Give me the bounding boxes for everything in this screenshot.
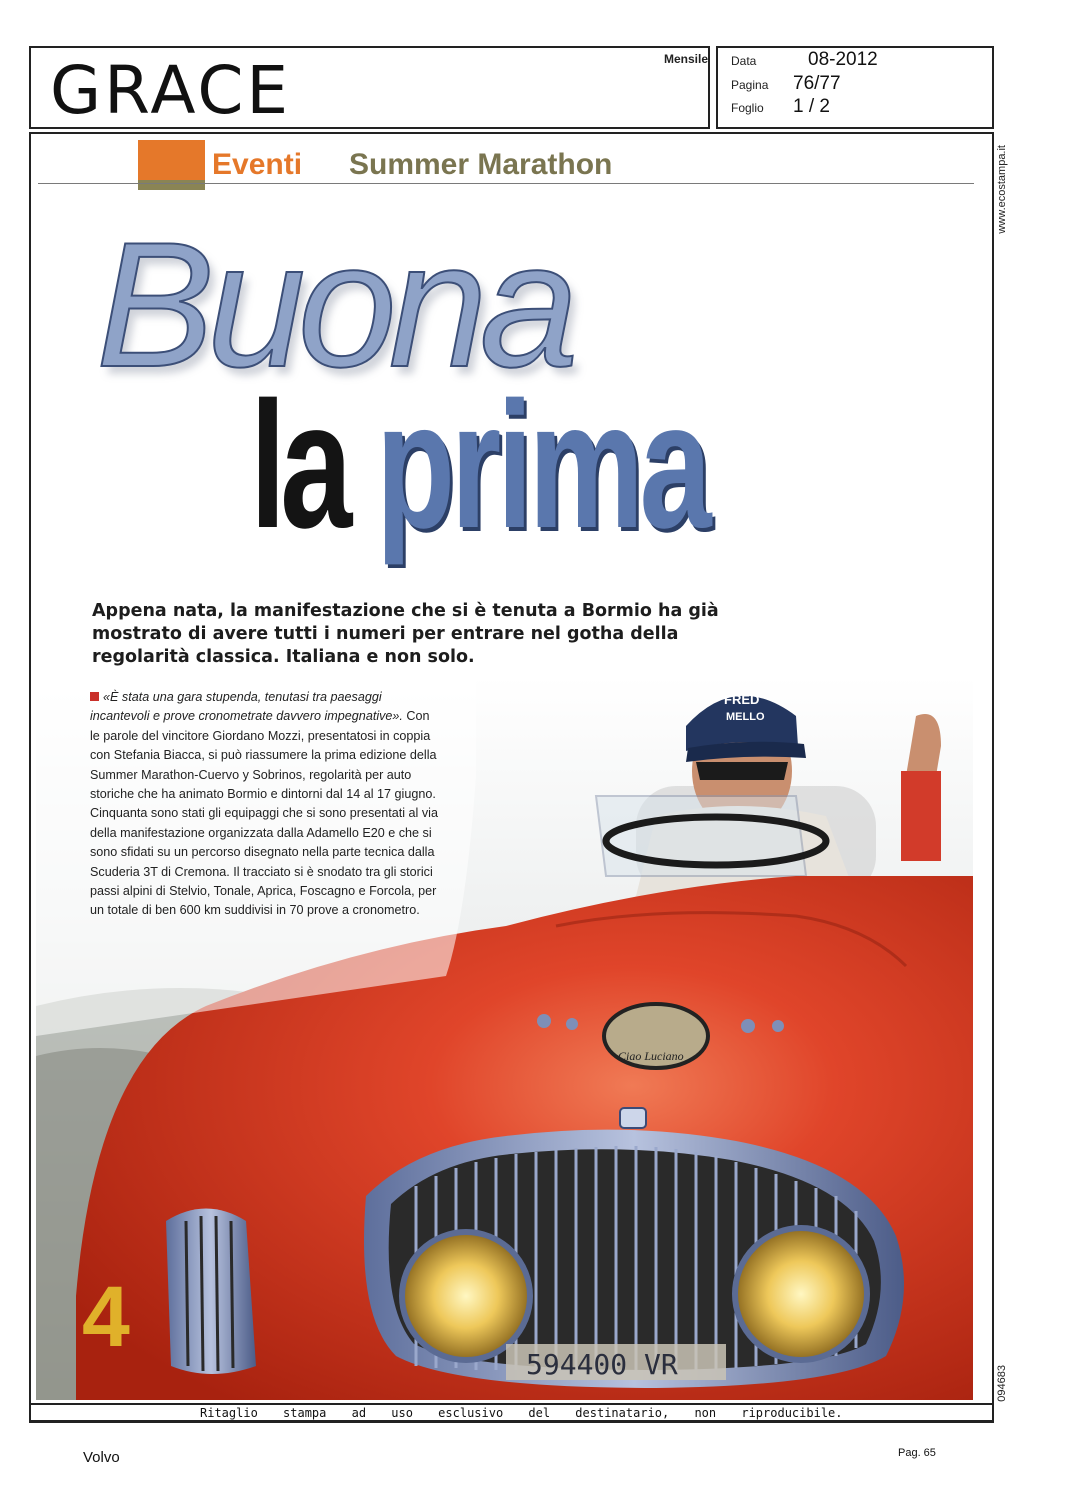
sticker-text: Ciao Luciano: [618, 1049, 684, 1063]
body-quote: «È stata una gara stupenda, tenutasi tra paesaggi incantevoli e prove cronometrate davvero impegnative».: [90, 690, 403, 724]
hood-rivet: [537, 1014, 551, 1028]
meta-page-value: 76/77: [793, 73, 841, 94]
headline-line-2-black: la: [250, 365, 347, 566]
disclaimer-text: Ritaglio stampa ad uso esclusivo del destinatario, non riproducibile.: [200, 1406, 843, 1420]
section-label-events: Eventi: [212, 148, 303, 181]
headlamp-right: [735, 1228, 867, 1360]
section-marker-band: [138, 180, 205, 190]
cap-text-1: FRED: [724, 692, 760, 707]
side-code: [996, 1365, 1016, 1410]
footer-client: Volvo: [83, 1449, 120, 1466]
body-text: Con le parole del vincitore Giordano Mozzi, presentatosi in coppia con Stefania Biacca, si può riassumere la prima edizione della Summer Marathon-Cuervo y Sobrinos, regolarità per auto storiche che ha animato Bormio e dintorni dal 14 al 17 giugno. Cinquanta sono stati gli equipaggi che si sono presentati al via della manifestazione organizzata dalla Adamello E20 e che si sono sfidati su un percorso disegnato nella parte tecnica dalla Scuderia 3T di Cremona. Il tracciato si è snodato tra gli storici passi alpini di Stelvio, Tonale, Aprica, Foscagno e Forcola, per un totale di ben 600 km suddivisi in 70 prove a cronometro.: [90, 709, 438, 918]
hood-rivet: [566, 1018, 578, 1030]
hood-rivet: [772, 1020, 784, 1032]
hood-rivet: [741, 1019, 755, 1033]
side-grille: [166, 1209, 256, 1375]
side-website-text: www.ecostampa.it: [996, 145, 1008, 234]
cap-text-2: MELLO: [726, 711, 765, 723]
headline-line-1: Buona: [96, 205, 571, 404]
lead-paragraph: Appena nata, la manifestazione che si è tenuta a Bormio ha già mostrato di avere tutti i numeri per entrare nel gotha della regolarità classica. Italiana e non solo.: [92, 601, 719, 667]
headlamp-left: [402, 1232, 530, 1360]
brand-emblem-icon: [620, 1108, 646, 1128]
body-paragraph: [90, 688, 440, 921]
race-number: 4: [82, 1269, 130, 1365]
headline-line-2-blue: prima: [376, 365, 708, 566]
meta-page-label: Pagina: [731, 78, 769, 92]
section-label-title: Summer Marathon: [349, 148, 613, 181]
meta-sheet-label: Foglio: [731, 101, 764, 115]
side-website: [996, 145, 1016, 255]
magazine-logo: GRACE: [50, 52, 292, 129]
license-plate-text: 594400 VR: [526, 1348, 678, 1381]
section-rule: [38, 183, 974, 184]
meta-date-value: 08-2012: [808, 49, 878, 70]
periodicity-label: Mensile: [664, 52, 709, 66]
meta-date-label: Data: [731, 54, 757, 68]
sunglasses-icon: [696, 762, 788, 780]
meta-sheet-value: 1 / 2: [793, 96, 830, 117]
paragraph-marker-icon: [90, 692, 99, 701]
side-code-text: 094683: [996, 1365, 1008, 1402]
footer-page: Pag. 65: [898, 1447, 936, 1459]
